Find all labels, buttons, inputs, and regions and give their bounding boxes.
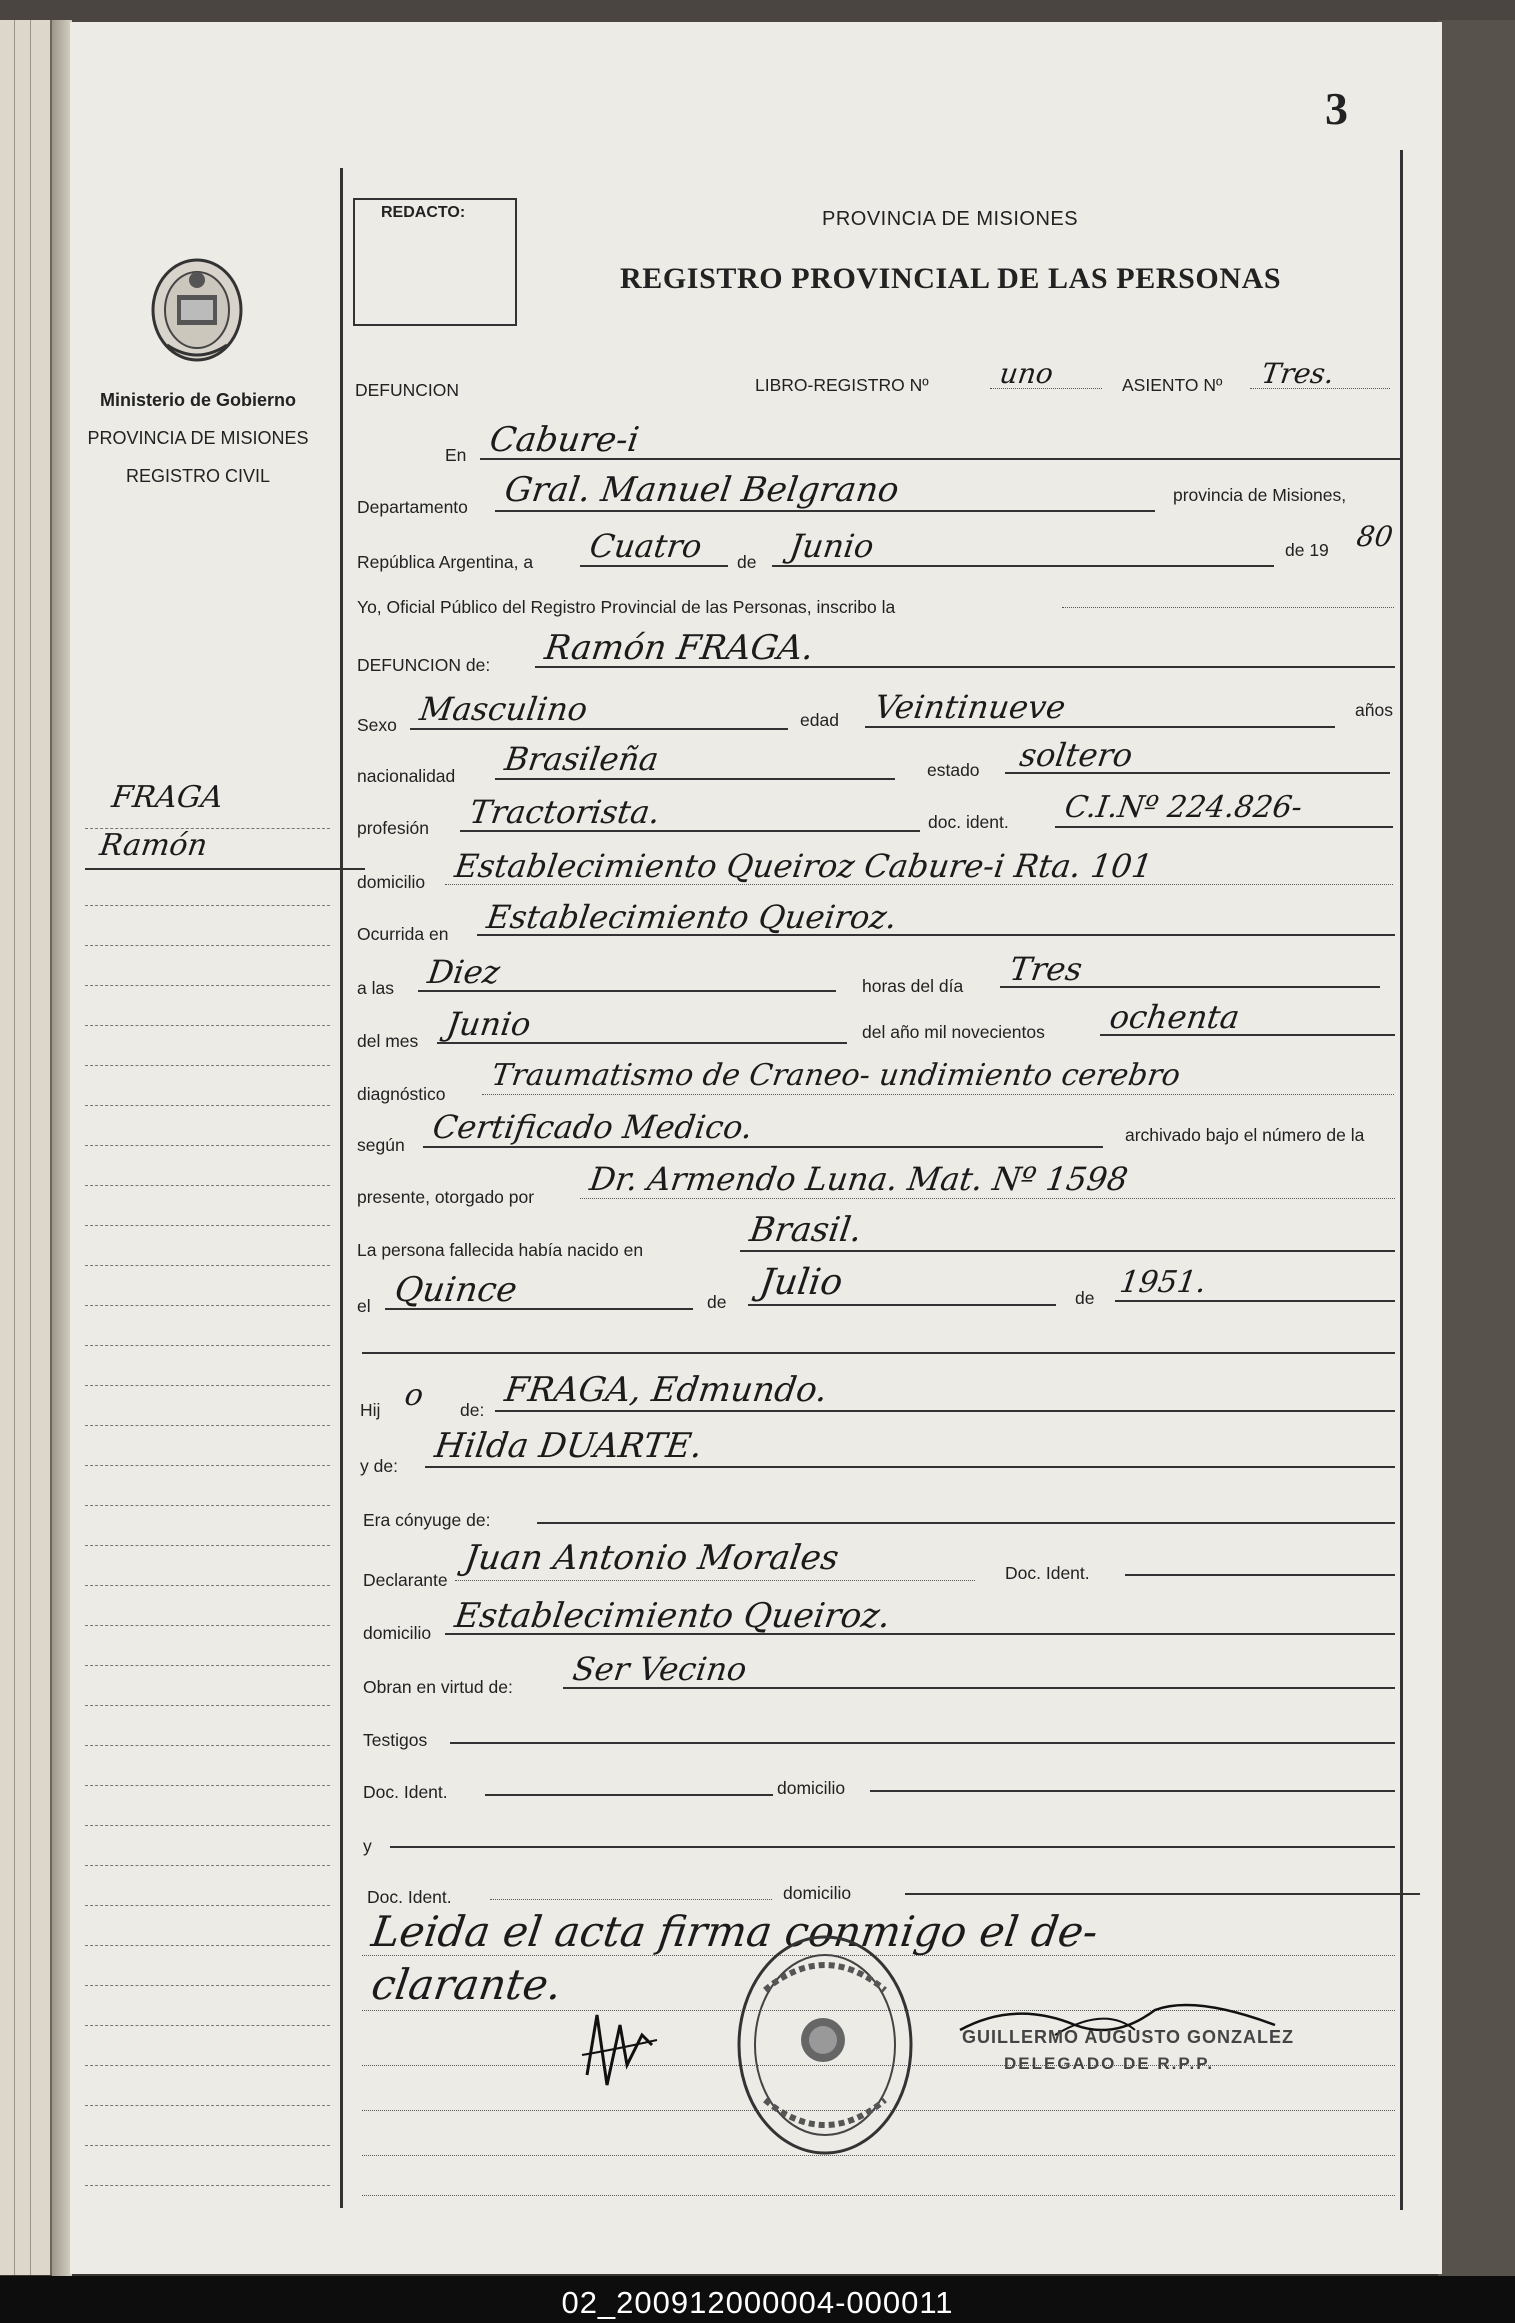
document-code: 02_200912000004-000011 (561, 2285, 954, 2320)
testigo-2-doc-label: Doc. Ident. (367, 1887, 452, 1907)
margin-line (85, 1505, 330, 1506)
anios-label: años (1355, 700, 1393, 720)
departamento-value: Gral. Manuel Belgrano (502, 470, 902, 510)
nacido-label: La persona fallecida había nacido en (357, 1240, 644, 1260)
margin-line (85, 1945, 330, 1946)
obran-value: Ser Vecino (570, 1650, 750, 1688)
en-label: En (445, 445, 467, 465)
closing-line-2: clarante. (368, 1960, 565, 2009)
dia-muerte-line (1000, 986, 1380, 988)
obran-label: Obran en virtud de: (363, 1677, 513, 1697)
departamento-line (495, 510, 1155, 512)
page-number: 3 (1325, 83, 1348, 134)
doc-label: doc. ident. (928, 812, 1009, 832)
nacionalidad-label: nacionalidad (357, 766, 456, 786)
profesion-label: profesión (357, 818, 429, 838)
declarante-domicilio-value: Establecimiento Queiroz. (452, 1596, 893, 1636)
margin-line (85, 2105, 330, 2106)
official-name: GUILLERMO AUGUSTO GONZALEZ (962, 2027, 1294, 2047)
profesion-value: Tractorista. (467, 793, 663, 831)
margin-line (85, 1985, 330, 1986)
diagnostico-line (482, 1094, 1394, 1095)
domicilio-label: domicilio (357, 872, 426, 892)
margin-line (85, 1745, 330, 1746)
provincial-seal-icon (147, 255, 247, 365)
provincia-label: provincia de Misiones, (1173, 485, 1347, 505)
margin-line (85, 1265, 330, 1266)
dia-muerte-value: Tres (1007, 950, 1085, 988)
profesion-line (460, 830, 920, 832)
segun-line (423, 1146, 1103, 1148)
en-value: Cabure-i (487, 420, 642, 460)
domicilio-line (445, 884, 1393, 885)
margin-line (85, 1185, 330, 1186)
hijo-label: Hij (360, 1400, 381, 1420)
diagnostico-value: Traumatismo de Craneo- undimiento cerebro (489, 1058, 1183, 1093)
departamento-label: Departamento (357, 497, 468, 517)
conyuge-line (537, 1522, 1395, 1524)
padre-value: FRAGA, Edmundo. (502, 1370, 830, 1410)
edad-label: edad (800, 710, 839, 730)
declarante-domicilio-line (445, 1633, 1395, 1635)
margin-line (85, 985, 330, 986)
margin-line (85, 2185, 330, 2186)
a-las-label: a las (357, 978, 394, 998)
padre-line (495, 1410, 1395, 1412)
sexo-value: Masculino (417, 690, 590, 728)
official-title: DELEGADO DE R.P.P. (1004, 2054, 1215, 2073)
mes-muerte-value: Junio (444, 1005, 534, 1043)
el-label: el (357, 1296, 371, 1316)
edad-value: Veintinueve (872, 688, 1068, 726)
declarante-doc-line (1125, 1574, 1395, 1576)
diagnostico-label: diagnóstico (357, 1084, 446, 1104)
libro-line (990, 388, 1102, 389)
province-label: PROVINCIA DE MISIONES (87, 428, 309, 448)
asiento-line (1250, 388, 1390, 389)
de-label: de (737, 552, 757, 572)
conyuge-label: Era cónyuge de: (363, 1510, 491, 1530)
record-type-label: DEFUNCION (355, 380, 460, 400)
blank-line (362, 1352, 1395, 1354)
presente-value: Dr. Armendo Luna. Mat. Nº 1598 (587, 1160, 1131, 1198)
de3-label: de (1075, 1288, 1095, 1308)
asiento-value: Tres. (1259, 357, 1337, 390)
margin-surname: FRAGA (109, 780, 226, 815)
declarante-value: Juan Antonio Morales (462, 1538, 842, 1578)
inscribo-line (1062, 607, 1394, 608)
previous-page-edge (0, 20, 52, 2275)
margin-line (85, 2145, 330, 2146)
page-edge-line (14, 20, 15, 2275)
registry-heading: REGISTRO PROVINCIAL DE LAS PERSONAS (620, 262, 1282, 295)
ocurrida-label: Ocurrida en (357, 924, 449, 944)
margin-line (85, 1065, 330, 1066)
madre-line (425, 1466, 1395, 1468)
official-stamp-icon (735, 1930, 915, 2160)
margin-line (85, 1145, 330, 1146)
dia-value: Cuatro (587, 527, 705, 565)
deceased-name: Ramón FRAGA. (542, 628, 817, 668)
testigo-2-doc-line (490, 1899, 772, 1900)
doc-value: C.I.Nº 224.826- (1062, 790, 1305, 825)
margin-line (85, 1345, 330, 1346)
archivado-label: archivado bajo el número de la (1125, 1125, 1365, 1145)
ocurrida-line (477, 934, 1395, 936)
segun-label: según (357, 1135, 405, 1155)
mes-muerte-line (437, 1042, 847, 1044)
nacido-line (740, 1250, 1395, 1252)
margin-line (85, 1385, 330, 1386)
margin-line (85, 1905, 330, 1906)
presente-label: presente, otorgado por (357, 1187, 535, 1207)
ocurrida-value: Establecimiento Queiroz. (484, 898, 900, 936)
province-heading: PROVINCIA DE MISIONES (822, 208, 1079, 230)
y-de-label: y de: (360, 1456, 398, 1476)
hora-line (418, 990, 836, 992)
testigos-label: Testigos (363, 1730, 428, 1750)
sexo-label: Sexo (357, 715, 397, 735)
margin-line (85, 828, 330, 829)
testigo-domicilio-label: domicilio (777, 1778, 846, 1798)
nac-mes-line (748, 1304, 1056, 1306)
declarante-label: Declarante (363, 1570, 448, 1590)
margin-given-name: Ramón (97, 828, 210, 863)
sexo-line (410, 728, 788, 730)
nac-mes-value: Julio (757, 1262, 846, 1303)
page-edge-line (30, 20, 31, 2275)
mes-line (772, 565, 1274, 567)
nac-anio-line (1115, 1300, 1395, 1302)
segun-value: Certificado Medico. (430, 1108, 755, 1146)
book-right-edge (1438, 20, 1515, 2280)
declarante-domicilio-label: domicilio (363, 1623, 432, 1643)
inscribo-label: Yo, Oficial Público del Registro Provincial de las Personas, inscribo la (357, 597, 896, 617)
defuncion-de-label: DEFUNCION de: (357, 655, 491, 675)
redacto-box (353, 198, 517, 326)
nacido-value: Brasil. (747, 1210, 865, 1250)
estado-label: estado (927, 760, 980, 780)
margin-line (85, 1705, 330, 1706)
margin-line (85, 2025, 330, 2026)
margin-line (85, 1105, 330, 1106)
nacionalidad-value: Brasileña (502, 740, 662, 778)
dia-line (580, 565, 728, 567)
libro-value: uno (997, 357, 1056, 390)
margin-line (85, 945, 330, 946)
anio-value: 80 (1354, 520, 1395, 553)
margin-line (85, 1425, 330, 1426)
ministry-label: Ministerio de Gobierno (99, 390, 296, 410)
registry-office-label: REGISTRO CIVIL (125, 466, 271, 486)
horas-dia-label: horas del día (862, 976, 964, 996)
margin-line (85, 1585, 330, 1586)
nac-dia-value: Quince (392, 1270, 520, 1310)
domicilio-value: Establecimiento Queiroz Cabure-i Rta. 101 (452, 847, 1155, 885)
margin-line (85, 1225, 330, 1226)
redacto-label: REDACTO: (381, 204, 466, 221)
nac-anio-value: 1951. (1117, 1265, 1209, 1300)
margin-line (85, 1305, 330, 1306)
hijo-suffix: o (402, 1378, 426, 1413)
declarante-line (455, 1580, 975, 1581)
nac-dia-line (385, 1308, 693, 1310)
testigo-2-domicilio-line (905, 1893, 1420, 1895)
doc-line (1055, 826, 1393, 828)
margin-line (85, 1785, 330, 1786)
republica-label: República Argentina, a (357, 552, 534, 572)
estado-line (1005, 772, 1390, 774)
margin-line (85, 1025, 330, 1026)
ruled-line (362, 2195, 1395, 2196)
testigos-line (450, 1742, 1395, 1744)
nacionalidad-line (495, 778, 895, 780)
declarant-signature-icon (572, 1995, 662, 2105)
hora-value: Diez (425, 953, 503, 991)
anio-muerte-value: ochenta (1107, 998, 1242, 1036)
margin-line (85, 1625, 330, 1626)
obran-line (563, 1687, 1395, 1689)
margin-line (85, 2065, 330, 2066)
y-label: y (363, 1836, 372, 1856)
margin-name-underline (85, 868, 365, 870)
closing-line-1: Leida el acta firma conmigo el de- (368, 1907, 1101, 1956)
de2-label: de (707, 1292, 727, 1312)
margin-line (85, 1465, 330, 1466)
margin-line (85, 905, 330, 906)
madre-value: Hilda DUARTE. (432, 1426, 705, 1466)
margin-line (85, 1665, 330, 1666)
estado-value: soltero (1017, 736, 1135, 774)
del-mes-label: del mes (357, 1031, 419, 1051)
en-line (480, 458, 1402, 460)
mes-value: Junio (787, 527, 877, 565)
libro-label: LIBRO-REGISTRO Nº (755, 375, 929, 395)
anio-label: de 19 (1285, 540, 1329, 560)
margin-line (85, 1545, 330, 1546)
testigo-domicilio-line (870, 1790, 1395, 1792)
presente-line (580, 1198, 1395, 1199)
edad-line (865, 726, 1335, 728)
anio-mil-label: del año mil novecientos (862, 1022, 1045, 1042)
anio-muerte-line (1100, 1034, 1395, 1036)
testigo-doc-line (485, 1794, 773, 1796)
testigo-doc-label: Doc. Ident. (363, 1782, 448, 1802)
testigo-2-line (390, 1846, 1395, 1848)
margin-line (85, 1865, 330, 1866)
testigo-2-domicilio-label: domicilio (783, 1883, 852, 1903)
asiento-label: ASIENTO Nº (1122, 375, 1223, 395)
book-spine (52, 20, 72, 2280)
de4-label: de: (460, 1400, 485, 1420)
left-frame-line (340, 168, 343, 2208)
margin-line (85, 1825, 330, 1826)
deceased-line (535, 666, 1395, 668)
declarante-doc-label: Doc. Ident. (1005, 1563, 1090, 1583)
